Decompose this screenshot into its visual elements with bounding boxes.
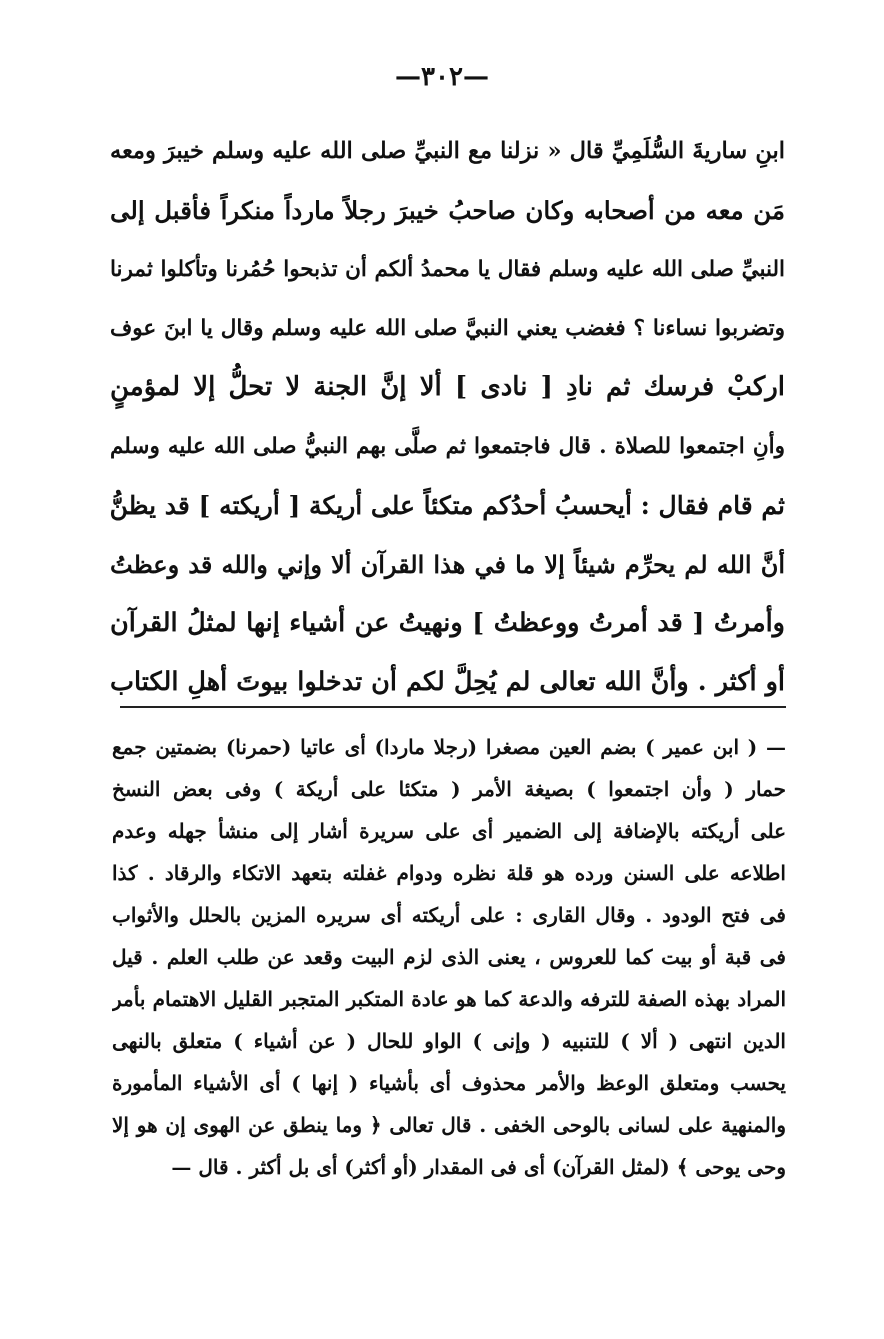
text-line: وأنِ اجتمعوا للصلاة . قال فاجتمعوا ثم صلَّى بهم النبيُّ صلى الله عليه وسلم [110,434,785,459]
footnote-line: المراد بهذه الصفة للترفه والدعة كما هو عادة المتكبر المتجبر القليل الاهتمام بأمر [112,987,786,1011]
text-line: ابنِ ساريةَ السُّلَمِيِّ قال « نزلنا مع النبيِّ صلى الله عليه وسلم خيبرَ ومعه [110,138,785,164]
commentary-footnote [112,726,786,1188]
footnote-line: فى قبة أو بيت كما للعروس ، يعنى الذى لزم البيت وقعد عن طلب العلم . قيل [112,945,786,969]
text-line: النبيِّ صلى الله عليه وسلم فقال يا محمدُ ألكم أن تذبحوا حُمُرنا وتأكلوا ثمرنا [110,257,785,282]
text-line: مَن معه من أصحابه وكان صاحبُ خيبرَ رجلاً مارداً منكراً فأقبل إلى [110,196,785,225]
text-line: وتضربوا نساءنا ؟ فغضب يعني النبيَّ صلى الله عليه وسلم وقال يا ابنَ عوف [110,316,785,341]
text-line: أنَّ الله لم يحرِّم شيئاً إلا ما في هذا القرآن ألا وإني والله قد وعظتُ [110,550,785,579]
footnote-line: فى فتح الودود . وقال القارى : على أريكته أى سريره المزين بالحلل والأثواب [112,903,786,927]
text-line: اركبْ فرسك ثم نادِ [ نادى ] ألا إنَّ الجنة لا تحلُّ إلا لمؤمنٍ [110,372,785,402]
text-line: وأمرتُ [ قد أمرتُ ووعظتُ ] ونهيتُ عن أشياء إنها لمثلُ القرآن [110,608,785,638]
text-line: ثم قام فقال : أيحسبُ أحدُكم متكئاً على أريكة [ أريكته ] قد يظنُّ [110,491,785,520]
text-line: أو أكثر . وأنَّ الله تعالى لم يُحِلَّ لكم أن تدخلوا بيوتَ أهلِ الكتاب [110,667,785,697]
hadith-text [110,122,785,712]
footnote-line: اطلاعه على السنن ورده هو قلة نظره ودوام غفلته بتعهد الاتكاء والرقاد . كذا [112,861,786,885]
footnote-line: الدين انتهى ( ألا ) للتنبيه ( وإنى ) الواو للحال ( عن أشياء ) متعلق بالنهى [112,1029,786,1053]
footnote-line: على أريكته بالإضافة إلى الضمير أى على سريرة أشار إلى منشأ جهله وعدم [112,819,786,843]
footnote-line: والمنهية على لسانى بالوحى الخفى . قال تعالى ﴿ وما ينطق عن الهوى إن هو إلا [112,1113,786,1137]
footnote-divider [120,706,786,708]
footnote-line: وحى يوحى ﴾ (لمثل القرآن) أى فى المقدار (أو أكثر) أى بل أكثر . قال — [171,1155,786,1179]
footnote-line: — ( ابن عمير ) بضم العين مصغرا (رجلا ماردا) أى عاتيا (حمرنا) بضمتين جمع [112,735,786,759]
footnote-line: حمار ( وأن اجتمعوا ) بصيغة الأمر ( متكئا على أريكة ) وفى بعض النسخ [112,777,786,801]
page-number: —٣٠٢— [395,62,489,92]
footnote-line: يحسب ومتعلق الوعظ والأمر محذوف أى بأشياء ( إنها ) أى الأشياء المأمورة [112,1071,786,1095]
